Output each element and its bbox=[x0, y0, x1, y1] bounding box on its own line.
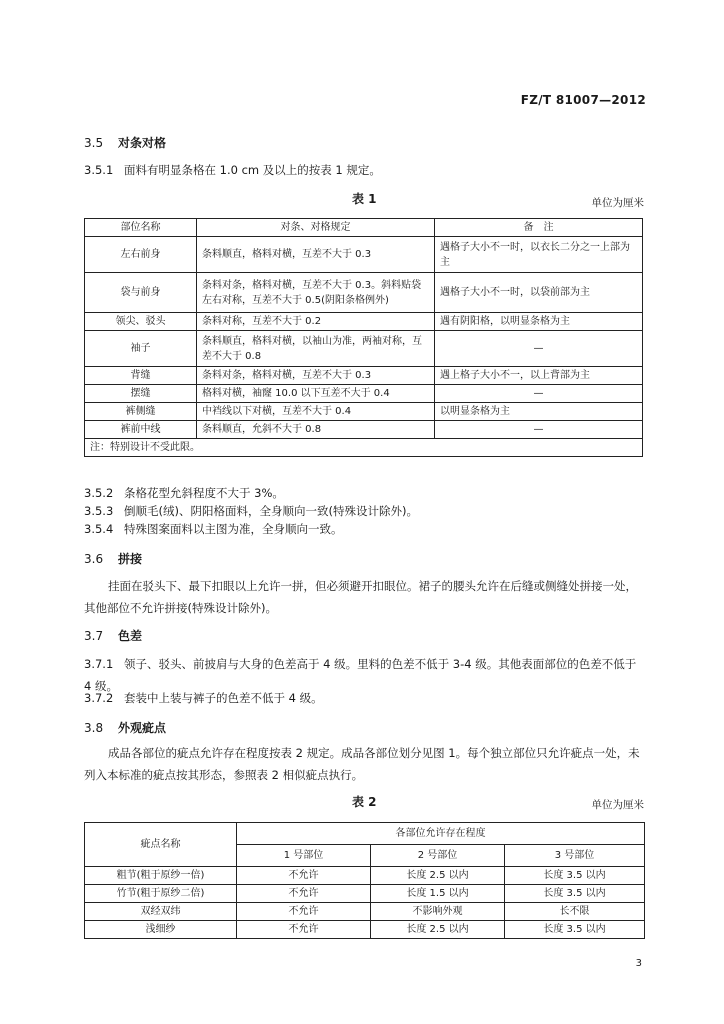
table-2-caption: 表 2 bbox=[352, 795, 377, 809]
clause-number: 3.5.2 bbox=[84, 486, 114, 500]
value-cell: 不允许 bbox=[237, 903, 371, 921]
rule-cell: 条料顺直，格料对横，互差不大于 0.3 bbox=[197, 237, 435, 273]
clause-number: 3.5.1 bbox=[84, 163, 114, 177]
table-2 bbox=[84, 822, 645, 939]
table-note-row bbox=[85, 439, 643, 457]
rule-cell: 条料顺直，允斜不大于 0.8 bbox=[197, 421, 435, 439]
section-title: 色差 bbox=[118, 629, 143, 643]
value-cell: 长度 2.5 以内 bbox=[371, 867, 505, 885]
rule-cell: 中裆线以下对横，互差不大于 0.4 bbox=[197, 403, 435, 421]
header-cell: 备 注 bbox=[435, 219, 643, 237]
value-cell: 长度 3.5 以内 bbox=[505, 867, 645, 885]
section-3-8-text: 成品各部位的疵点允许存在程度按表 2 规定。成品各部位划分见图 1。每个独立部位只允许疵点一处，未列入本标准的疵点按其形态，参照表 2 相似疵点执行。 bbox=[84, 746, 640, 782]
table-row bbox=[85, 421, 643, 439]
part-name-cell: 裤侧缝 bbox=[85, 403, 197, 421]
value-cell: 不允许 bbox=[237, 921, 371, 939]
header-cell: 1 号部位 bbox=[237, 845, 371, 867]
clause-3-7-2 bbox=[84, 690, 323, 706]
rule-cell: 条料对称，互差不大于 0.2 bbox=[197, 313, 435, 331]
value-cell: 长度 3.5 以内 bbox=[505, 885, 645, 903]
table-row bbox=[85, 367, 643, 385]
section-3-7-heading bbox=[84, 627, 142, 644]
clause-text: 面料有明显条格在 1.0 cm 及以上的按表 1 规定。 bbox=[124, 163, 381, 177]
remark-cell: — bbox=[435, 331, 643, 367]
value-cell: 不允许 bbox=[237, 885, 371, 903]
section-3-6-text: 挂面在驳头下、最下扣眼以上允许一拼，但必须避开扣眼位。裙子的腰头允许在后缝或侧缝处拼接一处，其他部位不允许拼接(特殊设计除外)。 bbox=[84, 579, 637, 615]
header-cell-group: 各部位允许存在程度 bbox=[237, 823, 645, 845]
clause-3-5-3 bbox=[84, 503, 418, 519]
part-name-cell: 裤前中线 bbox=[85, 421, 197, 439]
clause-text: 领子、驳头、前披肩与大身的色差高于 4 级。里料的色差不低于 3-4 级。其他表面部位的色差不低于 4 级。 bbox=[84, 657, 637, 693]
value-cell: 不影响外观 bbox=[371, 903, 505, 921]
table-header-row bbox=[85, 219, 643, 237]
table-2-unit: 单位为厘米 bbox=[591, 799, 644, 811]
section-number: 3.7 bbox=[84, 629, 104, 643]
clause-text: 特殊图案面料以主图为准，全身顺向一致。 bbox=[124, 522, 343, 536]
table-row bbox=[85, 331, 643, 367]
clause-number: 3.7.1 bbox=[84, 657, 114, 671]
table-note: 注：特别设计不受此限。 bbox=[85, 439, 643, 457]
remark-cell: 遇有阴阳格，以明显条格为主 bbox=[435, 313, 643, 331]
remark-cell: 遇格子大小不一时，以袋前部为主 bbox=[435, 273, 643, 313]
clause-text: 条格花型允斜程度不大于 3%。 bbox=[124, 486, 284, 500]
table-row bbox=[85, 273, 643, 313]
rule-cell: 条料顺直，格料对横，以袖山为准，两袖对称，互差不大于 0.8 bbox=[197, 331, 435, 367]
table-1 bbox=[84, 218, 643, 457]
section-3-6-heading bbox=[84, 550, 142, 567]
clause-number: 3.7.2 bbox=[84, 691, 114, 705]
defect-name-cell: 粗节(粗于原纱一倍) bbox=[85, 867, 237, 885]
part-name-cell: 袋与前身 bbox=[85, 273, 197, 313]
value-cell: 长不限 bbox=[505, 903, 645, 921]
table-row bbox=[85, 237, 643, 273]
clause-text: 套装中上装与裤子的色差不低于 4 级。 bbox=[124, 691, 323, 705]
table-row bbox=[85, 885, 645, 903]
section-3-8-heading bbox=[84, 719, 166, 736]
clause-3-5-2 bbox=[84, 485, 284, 501]
section-title: 对条对格 bbox=[118, 136, 167, 150]
remark-cell: 遇上格子大小不一，以上背部为主 bbox=[435, 367, 643, 385]
defect-name-cell: 双经双纬 bbox=[85, 903, 237, 921]
rule-cell: 条料对条，格料对横，互差不大于 0.3。斜料贴袋左右对称，互差不大于 0.5(阴阳条格例外) bbox=[197, 273, 435, 313]
part-name-cell: 左右前身 bbox=[85, 237, 197, 273]
table-row bbox=[85, 867, 645, 885]
table-row bbox=[85, 313, 643, 331]
rule-cell: 条料对条，格料对横，互差不大于 0.3 bbox=[197, 367, 435, 385]
header-cell: 对条、对格规定 bbox=[197, 219, 435, 237]
part-name-cell: 袖子 bbox=[85, 331, 197, 367]
clause-text: 倒顺毛(绒)、阴阳格面料，全身顺向一致(特殊设计除外)。 bbox=[124, 504, 418, 518]
value-cell: 不允许 bbox=[237, 867, 371, 885]
part-name-cell: 领尖、驳头 bbox=[85, 313, 197, 331]
value-cell: 长度 2.5 以内 bbox=[371, 921, 505, 939]
remark-cell: — bbox=[435, 421, 643, 439]
table-row bbox=[85, 921, 645, 939]
header-cell: 2 号部位 bbox=[371, 845, 505, 867]
value-cell: 长度 1.5 以内 bbox=[371, 885, 505, 903]
defect-name-cell: 竹节(粗于原纱二倍) bbox=[85, 885, 237, 903]
defect-name-cell: 浅细纱 bbox=[85, 921, 237, 939]
header-cell: 部位名称 bbox=[85, 219, 197, 237]
section-title: 外观疵点 bbox=[118, 721, 167, 735]
table-row bbox=[85, 385, 643, 403]
table-row bbox=[85, 903, 645, 921]
remark-cell: — bbox=[435, 385, 643, 403]
section-title: 拼接 bbox=[118, 552, 143, 566]
table-header-row bbox=[85, 823, 645, 845]
section-number: 3.5 bbox=[84, 136, 104, 150]
part-name-cell: 背缝 bbox=[85, 367, 197, 385]
section-3-5-heading bbox=[84, 134, 166, 151]
table-row bbox=[85, 403, 643, 421]
clause-3-5-1 bbox=[84, 162, 381, 178]
table-1-caption: 表 1 bbox=[352, 192, 377, 206]
value-cell: 长度 3.5 以内 bbox=[505, 921, 645, 939]
section-number: 3.8 bbox=[84, 721, 104, 735]
page-number: 3 bbox=[635, 958, 642, 969]
header-cell-defect-name: 疵点名称 bbox=[85, 823, 237, 867]
remark-cell: 遇格子大小不一时，以衣长二分之一上部为主 bbox=[435, 237, 643, 273]
remark-cell: 以明显条格为主 bbox=[435, 403, 643, 421]
clause-3-5-4 bbox=[84, 521, 343, 537]
clause-number: 3.5.3 bbox=[84, 504, 114, 518]
document-code: FZ/T 81007—2012 bbox=[520, 93, 646, 107]
clause-number: 3.5.4 bbox=[84, 522, 114, 536]
table-1-unit: 单位为厘米 bbox=[591, 197, 644, 209]
header-cell: 3 号部位 bbox=[505, 845, 645, 867]
part-name-cell: 摆缝 bbox=[85, 385, 197, 403]
section-number: 3.6 bbox=[84, 552, 104, 566]
rule-cell: 格料对横，袖窿 10.0 以下互差不大于 0.4 bbox=[197, 385, 435, 403]
